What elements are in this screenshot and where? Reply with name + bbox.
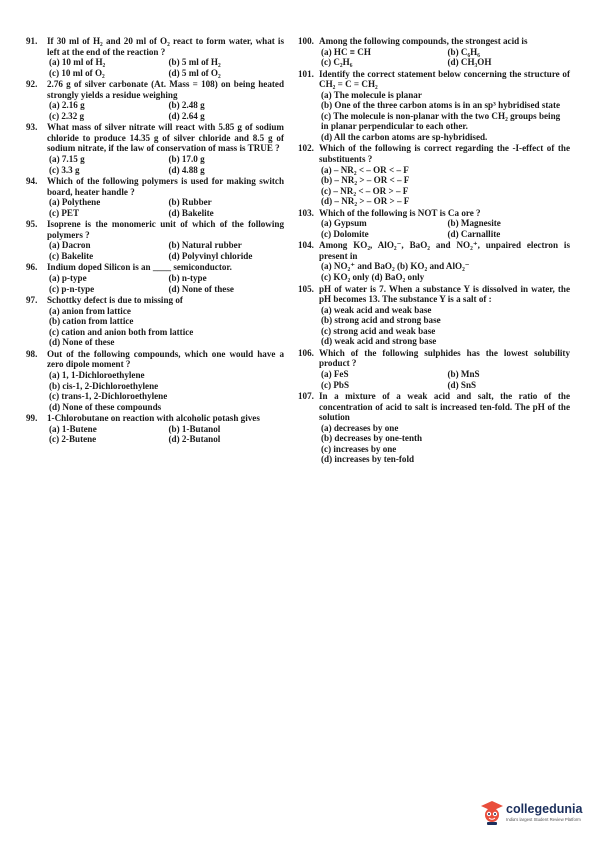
- answer-option: (b) strong acid and strong base: [321, 315, 441, 326]
- answer-option: (c) 2.32 g: [49, 110, 85, 121]
- answer-option: (b) Rubber: [168, 197, 212, 208]
- question-94: [26, 176, 284, 218]
- answer-option: (d) None of these: [168, 283, 234, 294]
- answer-option: (d) increases by ten-fold: [321, 454, 415, 465]
- question-stem: Indium doped Silicon is an ____ semiconductor.: [47, 262, 232, 273]
- question-number: 92.: [26, 79, 38, 90]
- answer-option: (b) C₆H₆: [447, 46, 480, 57]
- answer-option: (a) decreases by one: [321, 422, 399, 433]
- answer-option: (c) PbS: [321, 379, 350, 390]
- answer-option: (a) 1-Butene: [49, 423, 97, 434]
- question-99: [26, 413, 284, 445]
- question-stem: pH of water is 7. When a substance Y is dissolved in water, the pH becomes 13. The substance Y is a salt of :: [319, 283, 570, 305]
- answer-option: (b) 17.0 g: [168, 154, 205, 165]
- answer-option: (d) Polyvinyl chloride: [168, 250, 253, 261]
- answer-option: (d) 2.64 g: [168, 110, 205, 121]
- question-number: 101.: [298, 68, 314, 79]
- question-number: 98.: [26, 348, 38, 359]
- answer-option: (c) Bakelite: [49, 250, 94, 261]
- answer-option: (d) SnS: [447, 379, 477, 390]
- answer-option: (b) n-type: [168, 273, 207, 284]
- question-104: [298, 240, 570, 282]
- question-number: 96.: [26, 262, 38, 273]
- options-list: [319, 90, 570, 143]
- options-list: [47, 197, 284, 218]
- question-stem: 1-Chlorobutane on reaction with alcoholic potash gives: [47, 413, 260, 424]
- question-stem: 2.76 g of silver carbonate (At. Mass = 108) on being heated strongly yields a residue weighing: [47, 79, 284, 100]
- answer-option: (b) 1-Butanol: [168, 423, 221, 434]
- answer-option: (a) Polythene: [49, 197, 101, 208]
- answer-option: (a) Gypsum: [321, 218, 367, 229]
- logo-wordmark: collegedunia: [506, 802, 583, 816]
- question-number: 103.: [298, 207, 314, 218]
- answer-option: (b) decreases by one-tenth: [321, 433, 423, 444]
- question-stem: Among KO₂, AlO₂⁻, BaO₂ and NO₂⁺, unpaired electron is present in: [319, 240, 570, 261]
- answer-option: (b) Natural rubber: [168, 240, 242, 251]
- question-stem: Isoprene is the monomeric unit of which of the following polymers ?: [47, 219, 284, 240]
- question-stem: Schottky defect is due to missing of: [47, 295, 183, 306]
- question-stem: If 30 ml of H₂ and 20 ml of O₂ react to form water, what is left at the end of the reaction ?: [47, 36, 284, 57]
- graduate-mascot-icon: [480, 800, 504, 826]
- answer-option: (a) anion from lattice: [49, 305, 131, 316]
- question-102: [298, 143, 570, 206]
- answer-option: (a) 2.16 g: [49, 100, 85, 111]
- answer-option: (a) HC ≡ CH: [321, 46, 371, 57]
- answer-option: (b) One of the three carbon atoms is in an sp³ hybridised state: [321, 100, 561, 111]
- question-95: [26, 219, 284, 261]
- options-list: [47, 273, 284, 294]
- answer-option: (b) – NR₂ > – OR < – F: [321, 175, 410, 186]
- answer-option: (d) weak acid and strong base: [321, 336, 437, 347]
- answer-option: (c) cation and anion both from lattice: [49, 326, 194, 337]
- question-91: [26, 36, 284, 78]
- answer-option: (d) – NR₂ > – OR > – F: [321, 196, 410, 207]
- answer-option: (c) Dolomite: [321, 228, 369, 239]
- question-105: [298, 284, 570, 347]
- options-list: [319, 165, 570, 207]
- answer-option: (d) Bakelite: [168, 207, 214, 218]
- answer-option: (c) PET: [49, 207, 80, 218]
- question-stem: Which of the following polymers is used for making switch board, heater handle ?: [47, 176, 284, 197]
- options-list: [319, 218, 570, 239]
- question-number: 95.: [26, 219, 38, 230]
- answer-option: (b) cis-1, 2-Dichloroethylene: [49, 380, 159, 391]
- question-number: 91.: [26, 36, 38, 46]
- answer-option: (d) 5 ml of O₂: [168, 67, 221, 78]
- answer-option: (c) 3.3 g: [49, 164, 80, 175]
- options-list: [319, 423, 570, 465]
- options-list: [47, 424, 284, 445]
- answer-option: (c) trans-1, 2-Dichloroethylene: [49, 391, 168, 402]
- answer-option: (d) CH₃OH: [447, 57, 492, 68]
- options-list: [319, 261, 570, 282]
- question-number: 102.: [298, 143, 314, 154]
- question-92: [26, 79, 284, 121]
- question-stem: Which of the following sulphides has the lowest solubility product ?: [319, 347, 570, 369]
- options-list: [47, 100, 284, 121]
- answer-option: (b) 2.48 g: [168, 100, 205, 111]
- question-number: 99.: [26, 413, 38, 424]
- question-number: 97.: [26, 295, 38, 306]
- options-list: [47, 57, 284, 78]
- question-98: [26, 349, 284, 412]
- question-96: [26, 262, 284, 294]
- question-stem: Which of the following is correct regarding the -I-effect of the substituents ?: [319, 143, 570, 165]
- question-stem: What mass of silver nitrate will react with 5.85 g of sodium chloride to produce 14.35 g of silver chloride and 8.5 g of sodium nitrate, if the law of conservation of mass is TRUE ?: [47, 122, 284, 154]
- answer-option: (a) – NR₂ < – OR < – F: [321, 164, 409, 175]
- question-106: [298, 348, 570, 390]
- answer-option: (c) strong acid and weak base: [321, 325, 436, 336]
- question-stem: Identify the correct statement below concerning the structure of CH₂ = C = CH₂: [319, 68, 570, 90]
- question-101: [298, 69, 570, 143]
- answer-option: (b) Magnesite: [447, 218, 501, 229]
- answer-option: (c) KO₂ only (d) BaO₂ only: [321, 272, 425, 283]
- question-number: 100.: [298, 36, 314, 46]
- answer-option: (a) FeS: [321, 368, 349, 379]
- answer-option: (d) Carnallite: [447, 228, 501, 239]
- question-stem: In a mixture of a weak acid and salt, the ratio of the concentration of acid to salt is increased ten-fold. The pH of the solution: [319, 391, 570, 423]
- question-97: [26, 295, 284, 348]
- question-stem: Which of the following is NOT is Ca ore ?: [319, 207, 481, 218]
- answer-option: (c) 2-Butene: [49, 434, 97, 445]
- options-list: [319, 369, 570, 390]
- answer-option: (d) 2-Butanol: [168, 434, 221, 445]
- answer-option: (a) 7.15 g: [49, 154, 85, 165]
- answer-option: (b) MnS: [447, 368, 480, 379]
- answer-option: (a) p-type: [49, 273, 87, 284]
- question-93: [26, 122, 284, 175]
- right-column: [298, 36, 570, 466]
- answer-option: (b) 5 ml of H₂: [168, 57, 221, 68]
- answer-option: (c) The molecule is non-planar with the two CH₂ groups being in planar perpendicular to each other.: [321, 110, 561, 132]
- options-list: [47, 370, 284, 412]
- answer-option: (b) cation from lattice: [49, 316, 134, 327]
- question-number: 93.: [26, 122, 38, 133]
- answer-option: (c) p-n-type: [49, 283, 95, 294]
- left-column: [26, 36, 284, 446]
- question-number: 104.: [298, 240, 314, 251]
- answer-option: (d) None of these compounds: [49, 401, 162, 412]
- answer-option: (d) 4.88 g: [168, 164, 205, 175]
- options-list: [47, 240, 284, 261]
- options-list: [319, 47, 570, 68]
- answer-option: (d) None of these: [49, 337, 115, 348]
- answer-option: (d) All the carbon atoms are sp-hybridised.: [321, 131, 488, 142]
- question-stem: Out of the following compounds, which one would have a zero dipole moment ?: [47, 348, 284, 370]
- answer-option: (a) Dacron: [49, 240, 91, 251]
- question-number: 107.: [298, 391, 314, 402]
- answer-option: (a) 10 ml of H₂: [49, 57, 106, 68]
- answer-option: (c) 10 ml of O₂: [49, 67, 105, 78]
- options-list: [47, 154, 284, 175]
- question-100: [298, 36, 570, 68]
- answer-option: (a) weak acid and weak base: [321, 304, 432, 315]
- question-number: 106.: [298, 347, 314, 358]
- question-103: [298, 208, 570, 240]
- answer-option: (a) The molecule is planar: [321, 89, 422, 100]
- options-list: [319, 305, 570, 347]
- question-number: 94.: [26, 176, 38, 187]
- logo-tagline: India's largest Student Review Platform: [506, 817, 581, 822]
- question-number: 105.: [298, 283, 314, 294]
- answer-option: (c) – NR₂ < – OR > – F: [321, 185, 409, 196]
- answer-option: (a) 1, 1-Dichloroethylene: [49, 369, 145, 380]
- answer-option: (c) C₂H₆: [321, 57, 353, 68]
- question-stem: Among the following compounds, the strongest acid is: [319, 36, 528, 46]
- answer-option: (a) NO₂⁺ and BaO₂ (b) KO₂ and AlO₂⁻: [321, 261, 470, 272]
- question-107: [298, 391, 570, 465]
- collegedunia-logo: [480, 800, 583, 828]
- answer-option: (c) increases by one: [321, 443, 397, 454]
- options-list: [47, 306, 284, 348]
